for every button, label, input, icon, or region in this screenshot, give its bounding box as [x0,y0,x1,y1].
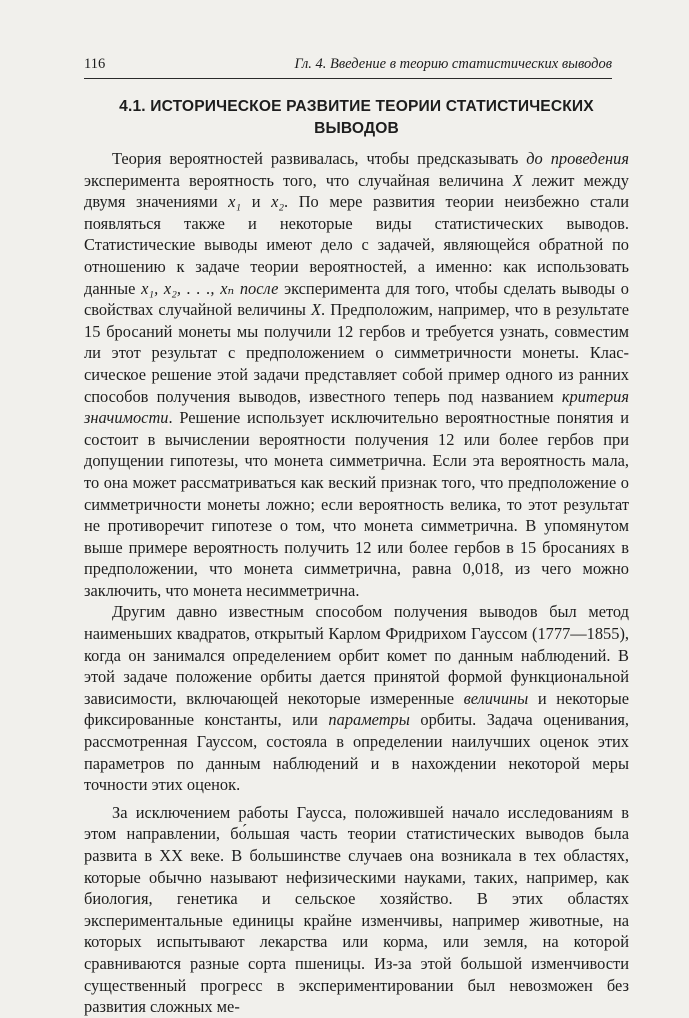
italic-term: X [512,170,523,190]
text-run: Другим давно известным способом получения выводов был метод наименьших квадратов, открытый Карлом Фридрихом Гауссом (1777—1855), когда он занимался определением орбит комет по данным наблюдений. В этой задаче положение орбиты дается принятой формой функциональной зависимости, включающей некоторые измеренные [84,602,629,708]
body-text [84,148,629,1018]
italic-term: параметры [328,710,410,730]
text-run: . По мере развития теории неизбежно стали появляться также и некоторые виды статистических выводов. Статистические выводы имеют дело с задачей, являющейся обратной по отношению к задаче теории вероятностей, а именно: как использовать данные [84,192,630,298]
text-run: эксперимента вероятность того, что случайная величина [84,170,513,190]
paragraph-3 [84,802,629,1018]
text-run: Теория вероятностей развивалась, чтобы предсказывать [112,149,527,168]
paragraph-1 [84,148,629,601]
italic-term: x₁, x₂, . . ., xₙ после [141,278,279,298]
italic-term: x₁ [228,192,242,212]
paragraph-2 [84,601,629,795]
text-run: За исключением работы Гаусса, положившей начало исследованиям в этом направлении, бо́льшая часть теории статистических выводов была развита в XX веке. В большинстве случаев она возникала в тех областях, которые обычно называют нефизическими науками, таких, например, как биология, генетика и сельское хозяйство. В этих областях экспериментальные единицы крайне изменчивы, например животные, на которых испытывают лекарства или корма, или земля, на которой сравниваются разные сорта пшеницы. Из-за этой большой изменчивости существенный прогресс в экспериментировании был невозможен без развития сложных ме- [84,802,629,1017]
text-run: . Решение использует исключительно вероятностные понятия и состоит в вычислении вероятности получения 12 или более гербов при допущении гипотезы, что монета симметрична. Если эта вероятность мала, то она может рассматриваться как веский признак того, что предположение о симметричности монеты ложно; если вероятность велика, то этот результат не противоречит гипотезе о том, что монета симметрична. В упомянутом выше примере вероятность получить 12 или более гербов в 15 бросаниях в предположении, что монета симметрична, равна 0,018, из чего можно заключить, что монета несимметрична. [84,408,629,600]
text-run: . Предположим, например, что в результате 15 бросаний монеты мы получили 12 гербов и требуется узнать, совместим ли этот результат с предположением о симметричности монеты. Классическое решение этой задачи представляет собой пример одного из ранних способов получения выводов, известного теперь под названием [84,300,629,406]
italic-term: x₂ [271,192,285,212]
text-run: орбиты. Задача оценивания, рассмотренная Гауссом, состояла в определении наилучших оценок этих параметров по данным наблюдений и в нахождении некоторой меры точности этих оценок. [84,710,629,795]
page-number: 116 [84,56,106,72]
text-run: эксперимента для того, чтобы сделать выводы о свойствах случайной величины [84,278,629,320]
italic-term: величины [463,688,529,708]
text-run: лежит между двумя значениями [84,170,629,212]
text-run: и [241,192,272,212]
text-run: и некоторые фиксированные константы, или [84,688,630,730]
italic-term: до проведения [526,149,629,168]
section-heading: 4.1. ИСТОРИЧЕСКОЕ РАЗВИТИЕ ТЕОРИИ СТАТИСТИЧЕСКИХ ВЫВОДОВ [119,98,594,137]
italic-term: критерия значимости [84,386,629,428]
chapter-running-title: Гл. 4. Введение в теорию статистических выводов [294,56,612,72]
running-header [84,56,612,79]
italic-term: X [311,300,322,320]
